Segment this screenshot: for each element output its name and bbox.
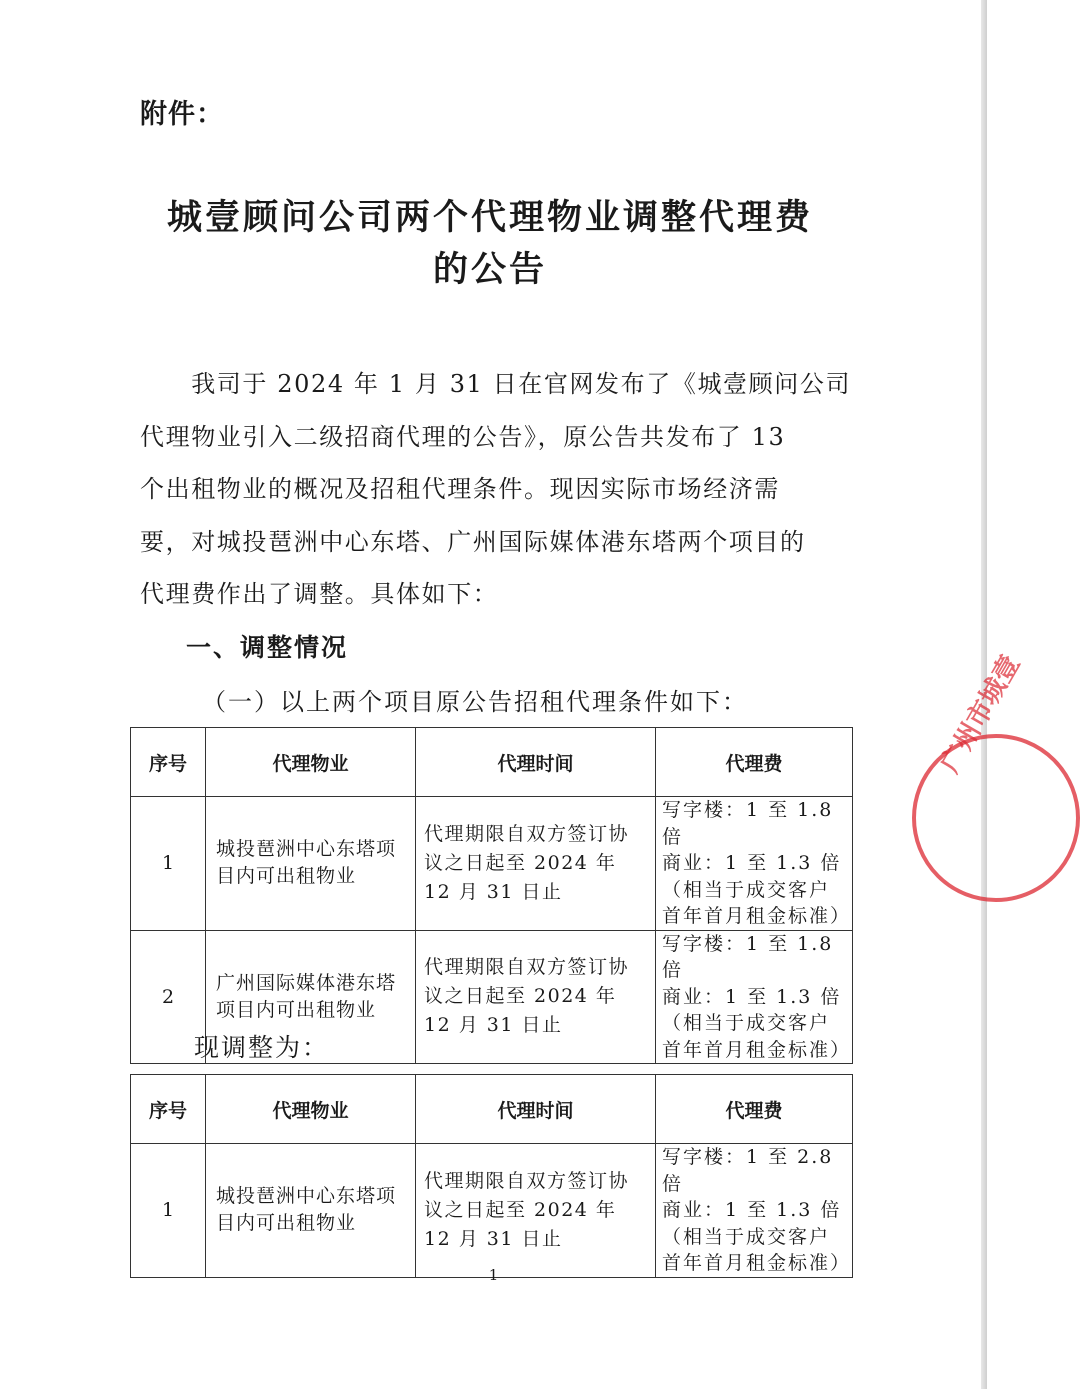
fee-line: 写字楼：1 至 1.8 倍 — [662, 799, 834, 848]
header-property: 代理物业 — [206, 1075, 416, 1144]
fee-line: 首年首月租金标准） — [662, 1252, 852, 1274]
table-header-row — [131, 1075, 853, 1144]
paragraph-line: 个出租物业的概况及招租代理条件。现因实际市场经济需 — [140, 475, 780, 503]
fee-line: 首年首月租金标准） — [662, 905, 852, 927]
header-time: 代理时间 — [416, 728, 656, 797]
cell-fee — [656, 797, 853, 931]
fee-line: （相当于成交客户 — [662, 1225, 831, 1248]
cell-num: 2 — [131, 930, 206, 1064]
seal-text: 广州市城壹 — [935, 650, 1027, 778]
paragraph-line: 代理物业引入二级招商代理的公告》，原公告共发布了 13 — [140, 422, 786, 451]
page-number: 1 — [488, 1266, 499, 1284]
section-heading-adjustment: 一、调整情况 — [186, 633, 349, 662]
attachment-label: 附件： — [140, 99, 224, 130]
header-num: 序号 — [131, 728, 206, 797]
paragraph-line: 代理费作出了调整。具体如下： — [140, 580, 499, 608]
cell-time: 代理期限自双方签订协议之日起至 2024 年 12 月 31 日止 — [416, 1144, 656, 1278]
header-fee: 代理费 — [656, 1075, 853, 1144]
original-terms-table — [130, 727, 853, 1064]
fee-line: 商业：1 至 1.3 倍 — [662, 852, 842, 874]
paragraph-line: 要，对城投琶洲中心东塔、广州国际媒体港东塔两个项目的 — [140, 527, 806, 556]
intro-paragraph — [140, 358, 852, 621]
cell-num: 1 — [131, 797, 206, 931]
cell-time: 代理期限自双方签订协议之日起至 2024 年 12 月 31 日止 — [416, 930, 656, 1064]
header-fee: 代理费 — [656, 728, 853, 797]
fee-line: 首年首月租金标准） — [662, 1038, 852, 1061]
table-row — [131, 1144, 853, 1278]
fee-line: （相当于成交客户 — [662, 878, 831, 901]
cell-fee — [656, 1144, 853, 1278]
header-property: 代理物业 — [206, 728, 416, 797]
document-title-line-2: 的公告 — [432, 249, 547, 290]
table-header-row — [131, 728, 853, 797]
fee-line: （相当于成交客户 — [662, 1012, 831, 1034]
table-row — [131, 797, 853, 931]
adjusted-label: 现调整为： — [194, 1033, 330, 1062]
cell-fee — [656, 930, 853, 1064]
header-num: 序号 — [131, 1075, 206, 1144]
subsection-heading-original: （一）以上两个项目原公告招租代理条件如下： — [202, 688, 748, 716]
adjusted-terms-table — [130, 1074, 853, 1278]
paragraph-line: 我司于 2024 年 1 月 31 日在官网发布了《城壹顾问公司 — [140, 370, 852, 398]
fee-line: 写字楼：1 至 1.8 倍 — [662, 932, 834, 981]
fee-line: 写字楼：1 至 2.8 倍 — [662, 1146, 834, 1195]
cell-property: 广州国际媒体港东塔项目内可出租物业 — [206, 930, 416, 1064]
header-time: 代理时间 — [416, 1075, 656, 1144]
cell-property: 城投琶洲中心东塔项目内可出租物业 — [206, 797, 416, 931]
fee-line: 商业：1 至 1.3 倍 — [662, 1199, 842, 1221]
cell-num: 1 — [131, 1144, 206, 1278]
cell-time: 代理期限自双方签订协议之日起至 2024 年 12 月 31 日止 — [416, 797, 656, 931]
cell-property: 城投琶洲中心东塔项目内可出租物业 — [206, 1144, 416, 1278]
fee-line: 商业：1 至 1.3 倍 — [662, 985, 842, 1008]
document-title-line-1: 城壹顾问公司两个代理物业调整代理费 — [166, 197, 813, 238]
